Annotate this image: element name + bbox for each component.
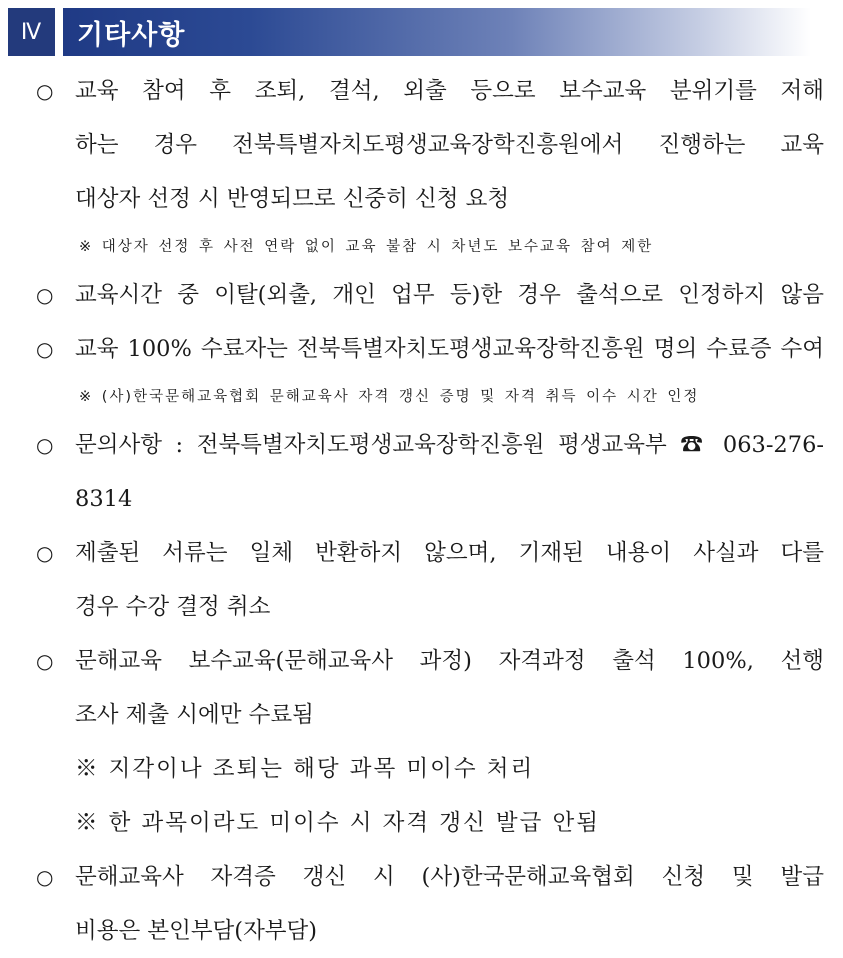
circle-bullet-icon: ○ — [36, 649, 54, 673]
notice-note: ※ (사)한국문해교육협회 문해교육사 자격 갱신 증명 및 자격 취득 이수 시간 인정 — [79, 389, 700, 405]
header-gap — [55, 8, 63, 56]
notice-line: 교육시간 중 이탈(외출, 개인 업무 등)한 경우 출석으로 인정하지 않음 — [75, 282, 824, 308]
section-number: Ⅳ — [8, 8, 55, 56]
notice-line: 하는 경우 전북특별자치도평생교육장학진흥원에서 진행하는 교육 — [75, 132, 824, 158]
circle-bullet-icon: ○ — [36, 541, 54, 565]
notice-line: 비용은 본인부담(자부담) — [75, 918, 318, 944]
section-title: 기타사항 — [77, 19, 186, 51]
notice-note: ※ 대상자 선정 후 사전 연락 없이 교육 불참 시 차년도 보수교육 참여 제한 — [79, 239, 654, 255]
notice-line: 조사 제출 시에만 수료됨 — [75, 702, 314, 728]
notice-item-documents — [32, 526, 824, 634]
notice-item-contact — [32, 418, 824, 526]
section-title-bar — [63, 8, 811, 56]
notice-line: 교육 참여 후 조퇴, 결석, 외출 등으로 보수교육 분위기를 저해 — [75, 78, 824, 104]
contact-line: 문의사항 : 전북특별자치도평생교육장학진흥원 평생교육부 ☎ 063-276-8314 — [75, 432, 824, 512]
section-header — [8, 8, 811, 56]
circle-bullet-icon: ○ — [36, 865, 54, 889]
notice-item-renewal-fee — [32, 850, 824, 958]
notice-item-attendance-impact — [32, 64, 824, 226]
notice-item-certificate — [32, 322, 824, 376]
notice-line: 문해교육 보수교육(문해교육사 과정) 자격과정 출석 100%, 선행 — [75, 648, 824, 674]
notice-item-completion — [32, 634, 824, 742]
circle-bullet-icon: ○ — [36, 433, 54, 457]
notice-item-absence — [32, 268, 824, 322]
circle-bullet-icon: ○ — [36, 337, 54, 361]
notice-line: 교육 100% 수료자는 전북특별자치도평생교육장학진흥원 명의 수료증 수여 — [75, 336, 824, 362]
notice-note: ※ 한 과목이라도 미이수 시 자격 갱신 발급 안됨 — [75, 810, 600, 836]
notice-line: 제출된 서류는 일체 반환하지 않으며, 기재된 내용이 사실과 다를 — [75, 540, 824, 566]
notice-note: ※ 지각이나 조퇴는 해당 과목 미이수 처리 — [75, 756, 535, 782]
circle-bullet-icon: ○ — [36, 283, 54, 307]
notice-list — [32, 64, 824, 958]
circle-bullet-icon: ○ — [36, 79, 54, 103]
notice-line: 문해교육사 자격증 갱신 시 (사)한국문해교육협회 신청 및 발급 — [75, 864, 824, 890]
notice-line: 경우 수강 결정 취소 — [75, 594, 271, 620]
notice-line: 대상자 선정 시 반영되므로 신중히 신청 요청 — [75, 186, 510, 212]
